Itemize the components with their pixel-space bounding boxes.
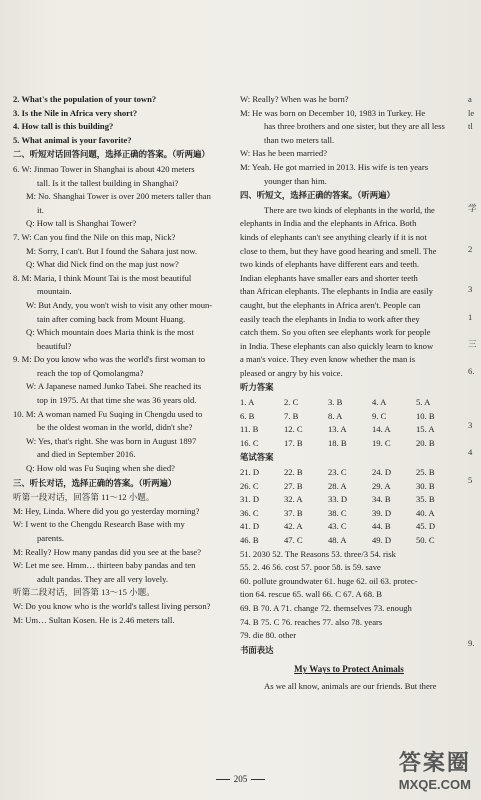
answer: 44. B [372,521,391,532]
dialogue-1-line-a: M: Hey, Linda. Where did you go yesterday morning? [13,505,200,516]
q9-line-b: reach the top of Qomolangma? [37,367,144,378]
answer: 21. D [240,467,260,478]
answer-row [240,437,458,451]
answer: 40. A [416,507,435,518]
section-3-heading: 三、听长对话，选择正确的答案。（听两遍） [13,477,177,488]
dialogue-2-line-c: W: Really? When was he born? [240,94,349,104]
edge-fragment [468,582,481,596]
passage-line: in India. These elephants can also quickly learn to know [240,340,434,351]
q9-line-c: W: A Japanese named Junko Tabei. She reached its [26,381,202,392]
dialogue-1-line-c: parents. [37,533,64,543]
edge-fragment [468,324,481,338]
answer: 34. B [372,494,391,505]
q6-line-a: 6. W: Jinmao Tower in Shanghai is about 420 meters [13,163,195,174]
q8-line-a: 8. M: Maria, I think Mount Tai is the most beautiful [13,272,192,283]
answer: 31. D [240,494,260,505]
edge-fragment [468,623,481,637]
answer: 20. B [416,437,435,448]
q10-line-d: and died in September 2016. [37,449,136,460]
passage-line: pleased or angry by his voice. [240,367,343,378]
answer: 10. B [416,410,435,421]
question-3: 3. Is the Nile in Africa very short? [13,107,138,118]
dialogue-2-line-f: than two meters tall. [264,134,335,145]
answer: 41. D [240,521,260,532]
answer: 27. B [284,480,303,491]
answer-row [240,520,458,534]
answer: 19. C [372,437,391,448]
written-answers [240,466,458,548]
essay-first-line: As we all know, animals are our friends. But there [264,680,437,691]
q6-line-b: tall. Is it the tallest building in Shanghai? [37,177,179,188]
edge-fragment [468,487,481,501]
q8-line-c: W: But Andy, you won't wish to visit any other moun- [26,299,213,310]
dialogue-1-line-b: W: I went to the Chengdu Research Base with my [13,519,185,530]
passage-line: Indian elephants have smaller ears and shorter teeth [240,272,418,283]
answer-row [240,534,458,548]
q8-line-d: tain after coming back from Mount Huang. [37,313,186,324]
edge-fragment [468,351,481,365]
edge-fragment: 学 [468,202,477,213]
right-column [240,93,458,694]
dash [216,779,230,780]
q6-question: Q: How tall is Shanghai Tower? [26,218,137,229]
question-2: 2. What's the population of your town? [13,94,157,104]
answer: 35. B [416,494,435,505]
q7-question: Q: What did Nick find on the map just now? [26,259,179,270]
answer: 17. B [284,437,303,448]
edge-fragment [468,528,481,542]
fill-answers-line: 60. pollute groundwater 61. huge 62. oil 63. protec- [240,575,418,586]
dialogue-2-line-a: W: Do you know who is the world's tallest living person? [13,600,211,611]
passage-line: elephants in India and the elephants in Africa. Both [240,218,417,229]
answer-row [240,396,458,410]
fill-answers-line: 74. B 75. C 76. reaches 77. also 78. years [240,616,383,627]
edge-fragment [468,514,481,528]
answer: 29. A [372,480,391,491]
answer: 18. B [328,437,347,448]
edge-fragment [468,460,481,474]
answer: 49. D [372,535,392,545]
dash [251,779,265,780]
q10-line-c: W: Yes, that's right. She was born in August 1897 [26,435,197,446]
essay-title: My Ways to Protect Animals [294,664,404,675]
answer: 12. C [284,424,303,435]
dialogue-2-line-b: M: Um… Sultan Kosen. He is 2.46 meters tall. [13,614,175,625]
q10-question: Q: How old was Fu Suqing when she died? [26,463,175,474]
answer-row [240,480,458,494]
passage-line: close to them, but they have good hearing and smell. The [240,245,437,256]
writing-heading: 书面表达 [240,644,274,655]
passage-line: caught, but the elephants in Africa aren't. People can [240,299,421,310]
dialogue-2-line-h: M: Yeah. He got married in 2013. His wife is ten years [240,161,429,172]
answer-row [240,493,458,507]
edge-fragment: 3 [468,420,473,431]
edge-fragment [468,433,481,447]
answer: 28. A [328,480,347,491]
passage-line: catch them. So you often see elephants work for people [240,327,431,338]
edge-fragment: 5 [468,474,473,485]
fill-answers-line: 69. B 70. A 71. change 72. themselves 73. enough [240,602,412,613]
watermark-logo-text: 答案圈 [398,751,471,776]
answer: 1. A [240,397,255,408]
passage-line: than African elephants. The elephants in India are easily [240,286,433,297]
fill-answers-line: 79. die 80. other [240,630,297,641]
q10-line-a: 10. M: A woman named Fu Suqing in Chengdu used to [13,408,203,419]
page-number-text: 205 [233,774,248,784]
dialogue-1-line-e: W: Let me see. Hmm… thirteen baby pandas and ten [13,560,196,571]
edge-fragment: 2 [468,243,473,254]
written-answers-heading: 笔试答案 [240,452,274,463]
answer: 8. A [328,410,343,421]
answer: 33. D [328,494,348,505]
edge-fragment: 9. [468,637,475,648]
q7-line-a: 7. W: Can you find the Nile on this map, Nick? [13,231,176,242]
passage-line: a man's voice. They even know whether the man is [240,354,416,365]
answer-row [240,466,458,480]
listening-answers [240,396,458,450]
question-4: 4. How tall is this building? [13,121,114,132]
answer: 30. B [416,480,435,491]
edge-fragment: 4 [468,447,473,458]
q9-line-a: 9. M: Do you know who was the world's first woman to [13,354,206,365]
q9-line-d: top in 1975. At that time she was 36 years old. [37,395,197,406]
edge-fragment: le [468,107,475,118]
answer: 13. A [328,424,347,435]
answer: 9. C [372,410,387,421]
fill-answers-line: 51. 2030 52. The Reasons 53. three/3 54. risk [240,548,396,559]
answer: 3. B [328,397,343,408]
dialogue-1-line-f: adult pandas. They are all very lovely. [37,573,169,584]
edge-fragment: a [468,94,472,104]
edge-fragment: 1 [468,311,473,322]
edge-fragment [468,270,481,284]
section-4-heading: 四、听短文，选择正确的答案。（听两遍） [240,190,395,201]
edge-fragment [468,256,481,270]
watermark-url: MXQE.COM [398,777,471,792]
answer-row [240,410,458,424]
section-2-heading: 二、听短对话回答问题，选择正确的答案。（听两遍） [13,149,210,160]
dialogue-1-line-d: M: Really? How many pandas did you see at the base? [13,546,202,557]
answer: 36. C [240,507,259,518]
answer: 14. A [372,424,391,435]
edge-fragment [468,215,481,229]
q10-line-b: be the oldest woman in the world, didn't she? [37,422,193,433]
passage [240,204,458,381]
answer: 45. D [416,521,436,532]
edge-fragment: 三 [468,338,477,349]
answer: 42. A [284,521,303,532]
q6-line-c: M: No. Shanghai Tower is over 200 meters taller than [26,191,211,202]
answer: 26. C [240,480,259,491]
edge-fragment: 3 [468,284,473,295]
edge-fragment: 6. [468,365,475,376]
q8-question-a: Q: Which mountain does Maria think is the most [26,327,194,338]
edge-fragment: tl [468,121,473,132]
q6-line-d: it. [37,204,44,215]
passage-line: There are two kinds of elephants in the world, the [264,204,435,215]
dialogue-1-heading: 听第一段对话，回答第 11～12 小题。 [13,492,155,503]
answer: 39. D [372,507,392,518]
answer-row [240,423,458,437]
answer: 7. B [284,410,299,421]
answer: 6. B [240,410,255,421]
edge-fragment [468,392,481,406]
answer: 23. C [328,467,347,478]
edge-fragment [468,161,481,175]
edge-fragment [468,569,481,583]
answer: 24. D [372,467,392,478]
passage-line: kinds of elephants can't see anything clearly if it is not [240,231,427,242]
edge-fragment [468,610,481,624]
answer: 2. C [284,397,299,408]
answer: 48. A [328,535,347,545]
q7-line-b: M: Sorry, I can't. But I found the Sahara just now. [26,245,198,256]
watermark-logo [399,746,471,792]
edge-fragment [468,188,481,202]
passage-line: easily teach the elephants in India to work after they [240,313,420,324]
answer: 50. C [416,535,435,545]
fill-answers-line: 55. 2. 46 56. cost 57. poor 58. is 59. save [240,562,381,573]
answer: 11. B [240,424,259,435]
answer: 5. A [416,397,431,408]
dialogue-2-line-d: M: He was born on December 10, 1983 in Turkey. He [240,107,426,118]
answer: 47. C [284,535,303,545]
edge-fragment [468,378,481,392]
answer: 16. C [240,437,259,448]
listening-answers-heading: 听力答案 [240,382,274,393]
dialogue-2-line-g: W: Has he been married? [240,148,328,159]
next-page-edge [468,93,481,650]
fill-answers-line: tion 64. rescue 65. wall 66. C 67. A 68. B [240,589,383,600]
answer: 15. A [416,424,435,435]
edge-fragment [468,406,481,420]
dialogue-2-heading: 听第二段对话，回答第 13～15 小题。 [13,587,155,598]
edge-fragment [468,297,481,311]
answer-row [240,507,458,521]
answer: 46. B [240,535,259,545]
q8-question-b: beautiful? [37,340,72,351]
answer: 32. A [284,494,303,505]
answer: 22. B [284,467,303,478]
edge-fragment [468,596,481,610]
answer: 38. C [328,507,347,518]
edge-fragment [468,542,481,556]
answer: 37. B [284,507,303,518]
dialogue-2-line-e: has three brothers and one sister, but they are all less [264,121,445,132]
question-5: 5. What animal is your favorite? [13,134,132,145]
edge-fragment [468,555,481,569]
left-column [13,93,229,627]
edge-fragment [468,134,481,148]
edge-fragment [468,175,481,189]
answer: 25. B [416,467,435,478]
q8-line-b: mountain. [37,286,72,297]
dialogue-2-line-i: younger than him. [264,175,327,186]
answer: 4. A [372,397,387,408]
edge-fragment [468,147,481,161]
answer: 43. C [328,521,347,532]
edge-fragment [468,229,481,243]
edge-fragment [468,501,481,515]
passage-line: two kinds of elephants have different ears and teeth. [240,259,420,270]
